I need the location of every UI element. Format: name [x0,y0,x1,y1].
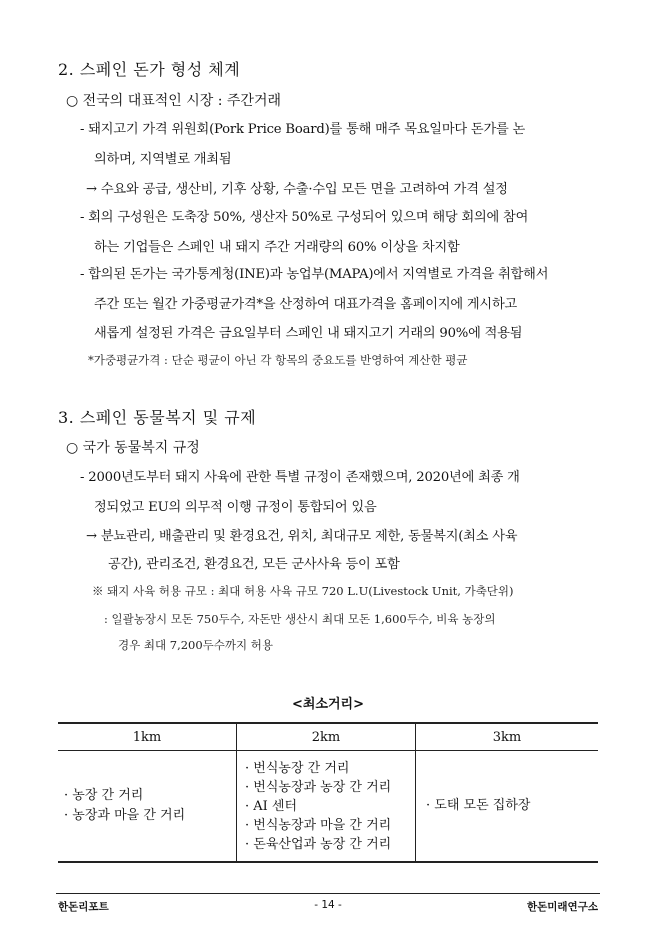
list-item: · 농장과 마을 간 거리 [64,808,186,823]
section-3-line: 정되었고 EU의 의무적 이행 규정이 통합되어 있음 [94,500,377,515]
section-2-line: 하는 기업들은 스페인 내 돼지 주간 거래량의 60% 이상을 차지함 [94,240,460,255]
section-3-note: 경우 최대 7,200두수까지 허용 [118,638,273,652]
list-item: · 번식농장 간 거리 [245,760,350,776]
list-item: · 도태 모돈 집하장 [426,798,531,813]
minimum-distance-table [58,722,598,863]
page-number: - 14 - [314,899,342,911]
cell-1km [58,751,237,863]
list-item: · 번식농장과 농장 간 거리 [245,779,392,795]
section-2-line: 주간 또는 월간 가중평균가격*을 산정하여 대표가격을 홈페이지에 게시하고 [94,297,518,312]
footer-left: 한돈리포트 [58,901,109,913]
list-item: · 돈육산업과 농장 간 거리 [245,836,392,852]
table-header-row [58,723,598,751]
section-2-footnote: *가중평균가격 : 단순 평균이 아닌 각 항목의 중요도를 반영하여 계산한 평균 [88,353,468,367]
footer-right: 한돈미래연구소 [526,901,598,913]
column-header-2km: 2km [237,723,416,751]
section-3-line: → 분뇨관리, 배출관리 및 환경요건, 위치, 최대규모 제한, 동물복지(최소 사육 [86,529,518,544]
footer-divider [56,893,600,894]
section-3-subheading: ○ 국가 동물복지 규정 [66,440,200,456]
table-caption: <최소거리> [291,697,365,712]
column-header-3km: 3km [416,723,599,751]
section-3-note: : 일괄농장시 모돈 750두수, 자돈만 생산시 최대 모돈 1,600두수, 비육 농장의 [104,612,496,626]
section-2-line: → 수요와 공급, 생산비, 기후 상황, 수출·수입 모든 면을 고려하여 가격 설정 [86,182,508,197]
table-row [58,751,598,863]
section-2-line: - 돼지고기 가격 위원회(Pork Price Board)를 통해 매주 목요일마다 돈가를 논 [80,122,526,137]
section-3-heading: 3. 스페인 동물복지 및 규제 [58,408,257,427]
section-2-line: 새롭게 설정된 가격은 금요일부터 스페인 내 돼지고기 거래의 90%에 적용됨 [94,326,523,341]
section-2-line: 의하며, 지역별로 개최됨 [94,152,232,167]
section-3-line: 공간), 관리조건, 환경요건, 모든 군사사육 등이 포함 [108,557,400,572]
section-2-heading: 2. 스페인 돈가 형성 체계 [58,60,241,79]
section-2-line: - 회의 구성원은 도축장 50%, 생산자 50%로 구성되어 있으며 해당 회의에 참여 [80,210,529,225]
section-3-note: ※ 돼지 사육 허용 규모 : 최대 허용 사육 규모 720 L.U(Livestock Unit, 가축단위) [92,584,514,598]
cell-2km [237,751,416,863]
section-3-line: - 2000년도부터 돼지 사육에 관한 특별 규정이 존재했으며, 2020년에 최종 개 [80,470,520,485]
section-2-subheading: ○ 전국의 대표적인 시장 : 주간거래 [66,93,281,109]
list-item: · 번식농장과 마을 간 거리 [245,817,392,833]
section-2-line: - 합의된 돈가는 국가통계청(INE)과 농업부(MAPA)에서 지역별로 가격을 취합해서 [80,267,549,282]
list-item: · 농장 간 거리 [64,788,144,803]
list-item: · AI 센터 [245,798,298,814]
cell-3km [416,751,599,863]
column-header-1km: 1km [58,723,237,751]
